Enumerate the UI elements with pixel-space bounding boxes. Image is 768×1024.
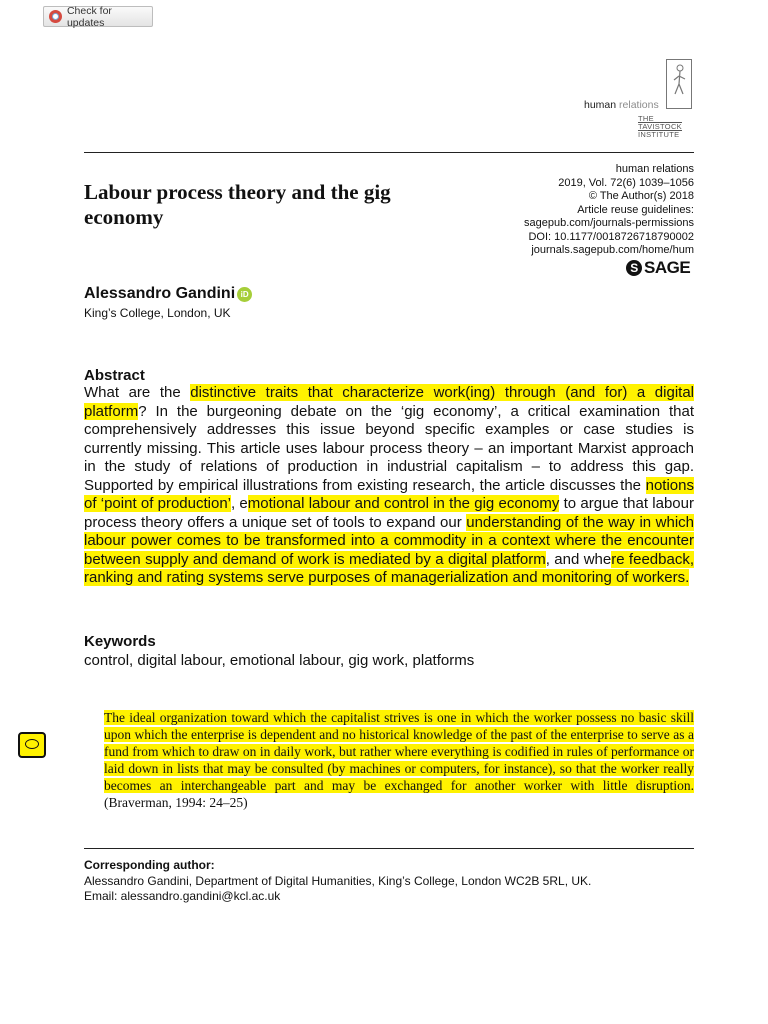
orcid-icon[interactable]: iD [237, 287, 252, 302]
epigraph-quote[interactable]: The ideal organization toward which the capitalist strives is one in which the worker possess no basic skill upon which the enterprise is dependent and no historical knowledge of the past of the enterprise to serve as a fund from which to draw on in daily work, but rather where everything is codified in rules of performance or laid down in lists that may be consulted (by machines or computers, for instance), so that the worker really becomes an interchangeable part and may be exchanged for another worker with little disruption. [104, 710, 694, 793]
keywords-heading: Keywords [84, 633, 156, 650]
footnote-divider [84, 848, 694, 849]
author-affiliation: King’s College, London, UK [84, 306, 231, 320]
meta-reuse-link[interactable]: sagepub.com/journals-permissions [524, 217, 694, 229]
epigraph [104, 709, 694, 811]
check-for-updates-button[interactable] [43, 6, 153, 27]
abstract-highlight-4[interactable]: understanding of the way in which labour power comes to be transformed into a commodity in a context where the encounter between supply and demand of work is mediated by a digital platform [84, 513, 694, 568]
meta-copyright: © The Author(s) 2018 [588, 190, 694, 202]
journal-logo-name-1: human [584, 99, 617, 111]
abstract-body [84, 384, 694, 588]
tavistock-line-1: THE [638, 114, 654, 123]
header-divider [84, 152, 694, 153]
abstract-text-3: , e [231, 495, 248, 512]
sage-s-icon: S [626, 260, 642, 276]
epigraph-citation: (Braverman, 1994: 24–25) [104, 795, 248, 810]
article-title: Labour process theory and the gig economy [84, 180, 391, 229]
corresponding-author [84, 858, 591, 905]
abstract-highlight-1[interactable]: distinctive traits that characterize work(ing) through (and for) a digital platform [84, 384, 694, 420]
meta-doi[interactable]: DOI: 10.1177/0018726718790002 [528, 230, 694, 243]
abstract-text-5: , and whe [545, 550, 612, 568]
corresponding-email[interactable]: Email: alessandro.gandini@kcl.ac.uk [84, 889, 281, 903]
article-meta [524, 163, 694, 258]
meta-reuse-label: Article reuse guidelines: [577, 203, 694, 216]
author-name-text: Alessandro Gandini [84, 285, 236, 302]
abstract-text-1: What are the [84, 384, 191, 401]
crossmark-icon [49, 10, 62, 23]
journal-logo-name [584, 99, 659, 111]
meta-volume: 2019, Vol. 72(6) 1039–1056 [558, 176, 694, 189]
author-name [84, 285, 252, 303]
sage-logo-text: SAGE [644, 258, 691, 277]
abstract-text-2: ? In the burgeoning debate on the ‘gig economy’, a critical examination that comprehensively addresses this issue beyond specific examples or case studies is currently missing. This article uses labour process theory – an important Marxist approach in the study of relations of production in industrial capitalism – to address this gap. Supported by empirical illustrations from existing research, the article discusses the [84, 402, 694, 494]
keywords-list: control, digital labour, emotional labour, gig work, platforms [84, 652, 475, 669]
tavistock-line-2: TAVISTOCK [638, 122, 682, 131]
tavistock-logo [638, 115, 682, 138]
corresponding-address: Alessandro Gandini, Department of Digital Humanities, King’s College, London WC2B 5RL, UK. [84, 873, 592, 888]
tavistock-line-3: INSTITUTE [638, 130, 680, 139]
abstract-heading: Abstract [84, 367, 145, 384]
meta-journal-link[interactable]: journals.sagepub.com/home/hum [531, 244, 694, 256]
check-for-updates-label: Check for updates [66, 4, 112, 29]
abstract-highlight-3[interactable]: motional labour and control in the gig economy [247, 495, 560, 512]
journal-logo [560, 58, 696, 142]
journal-logo-name-2: relations [619, 99, 659, 111]
abstract-text-4: to argue that labour process theory offers a unique set of tools to expand our [84, 495, 694, 531]
comment-annotation-icon[interactable] [18, 732, 46, 758]
meta-journal: human relations [615, 163, 694, 175]
figure-logo-icon [666, 59, 692, 109]
abstract-highlight-2[interactable]: notions of ‘point of production’ [84, 476, 694, 512]
abstract-highlight-5[interactable]: re feedback, ranking and rating systems serve purposes of managerialization and monitoring of workers. [84, 550, 694, 586]
corresponding-label: Corresponding author: [84, 858, 215, 872]
sage-logo [626, 258, 690, 278]
